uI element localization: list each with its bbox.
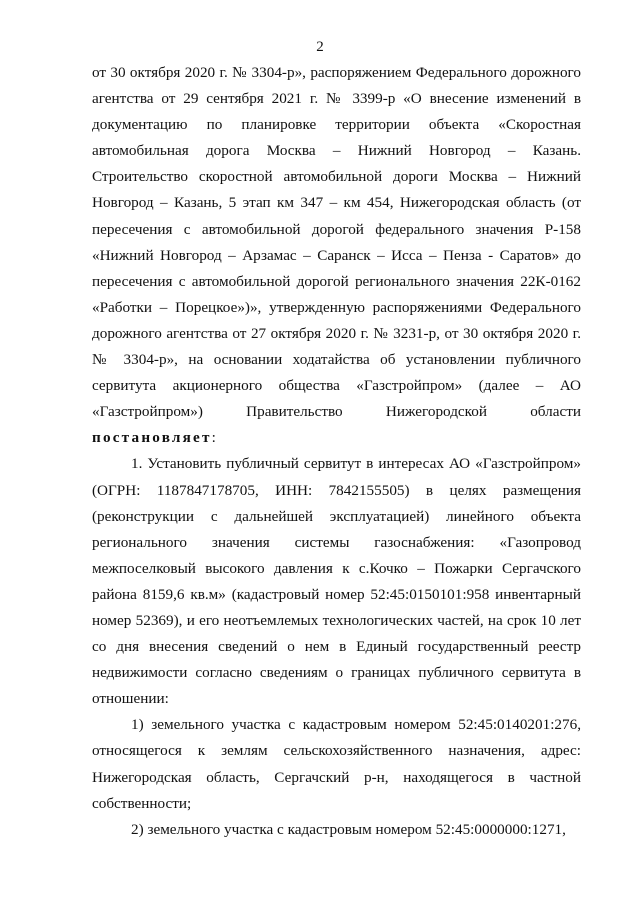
preamble-text: от 30 октября 2020 г. № 3304-р», распоряжением Федерального дорожного агентства от 29 сентября 2021 г. № 3399-р «О внесение изменений в документацию по планировке территории объекта «Скоростная автомобильная дорога Москва – Нижний Новгород – Казань. Строительство скоростной автомобильной дороги Москва – Нижний Новгород – Казань, 5 этап км 347 – км 454, Нижегородская область (от пересечения с автомобильной дорогой федерального значения Р-158 «Нижний Новгород – Арзамас – Саранск – Исса – Пенза - Саратов» до пересечения с автомобильной дорогой регионального значения 22К-0162 «Работки – Порецкое»)», утвержденную распоряжениями Федерального дорожного агентства от 27 октября 2020 г. № 3231-р, от 30 октября 2020 г. № 3304-р», на основании ходатайства об установлении публичного сервитута акционерного общества «Газстройпром» (далее – АО «Газстройпром») Правительство Нижегородской области	[92, 64, 581, 421]
preamble-colon: :	[211, 429, 216, 447]
paragraph-subitem-1: 1) земельного участка с кадастровым номером 52:45:0140201:276, относящегося к землям сельскохозяйственного назначения, адрес: Нижегородская область, Сергачский р-н, находящегося в частной собственности;	[92, 716, 581, 812]
page-number: 2	[316, 39, 324, 55]
resolution-verb: постановляет	[92, 429, 212, 447]
paragraph-preamble	[92, 60, 581, 451]
paragraph-item-1: 1. Установить публичный сервитут в интересах АО «Газстройпром» (ОГРН: 1187847178705, ИНН: 7842155505) в целях размещения (реконструкции с дальнейшей эксплуатацией) линейного объекта регионального значения системы газоснабжения: «Газопровод межпоселковый высокого давления к с.Кочко – Пожарки Сергачского района 8159,6 кв.м» (кадастровый номер 52:45:0150101:958 инвентарный номер 52369), и его неотъемлемых технологических частей, на срок 10 лет со дня внесения сведений о нем в Единый государственный реестр недвижимости согласно сведениям о границах публичного сервитута в отношении:	[92, 455, 581, 708]
paragraph-subitem-2: 2) земельного участка с кадастровым номером 52:45:0000000:1271,	[131, 820, 566, 838]
document-body	[92, 60, 581, 843]
